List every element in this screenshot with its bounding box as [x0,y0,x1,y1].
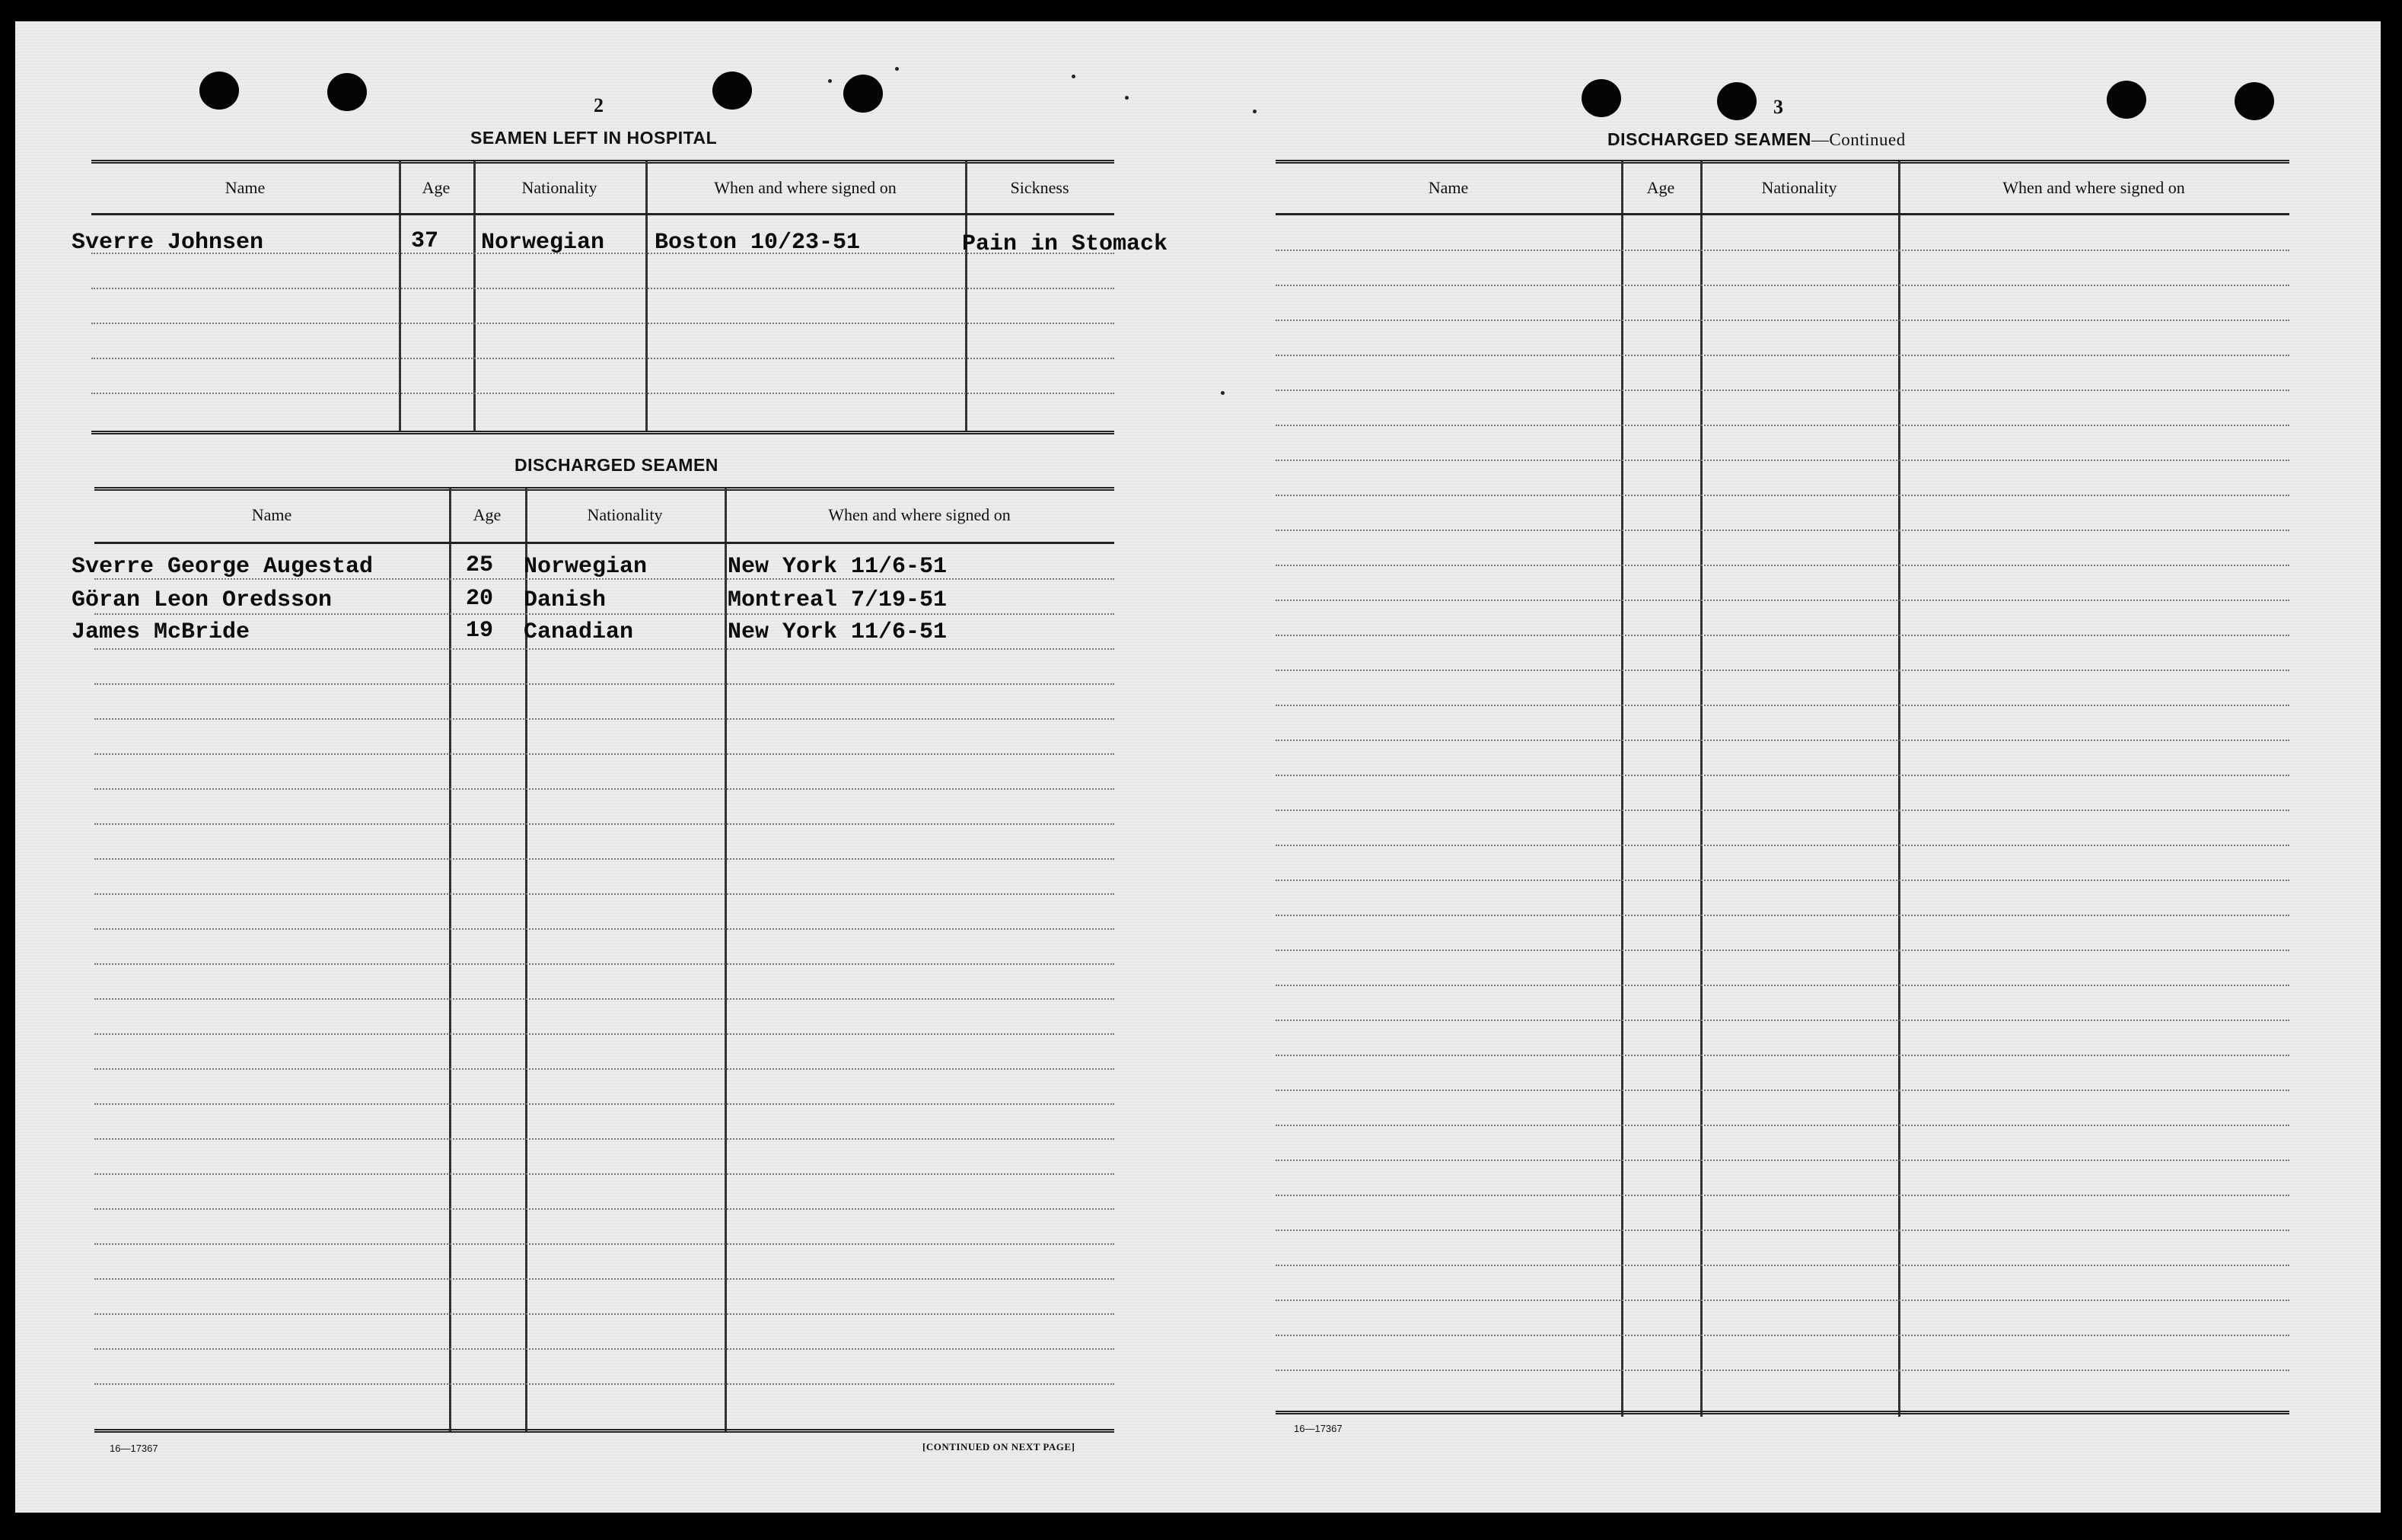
row-rule [94,753,1114,755]
discharged-col-name: Name [251,505,292,524]
binder-hole [843,75,883,113]
row-rule [94,788,1114,790]
row-rule [1276,1265,2289,1266]
page-number-right: 3 [1773,96,1783,118]
row-rule [1276,1055,2289,1056]
row-rule [94,1278,1114,1280]
col-divider [1700,161,1703,1417]
ink-speck [895,67,899,71]
hospital-section-title: SEAMEN LEFT IN HOSPITAL [470,128,718,148]
row-rule [1276,1335,2289,1336]
hospital-table-bottom-rule [91,431,1114,434]
col-divider [1898,161,1900,1417]
row-rule [1276,250,2289,251]
row-rule [1276,1300,2289,1301]
hospital-row-name: Sverre Johnsen [72,230,264,256]
row-rule [91,323,1114,324]
row-rule [94,1243,1114,1245]
row-rule [94,1173,1114,1175]
row-rule [94,683,1114,685]
row-rule [1276,425,2289,426]
binder-hole [2235,82,2274,120]
col-divider [725,488,727,1432]
row-rule [94,1068,1114,1070]
hospital-row-nationality: Norwegian [481,230,605,256]
row-rule [1276,1090,2289,1091]
right-col-nationality: Nationality [1761,178,1837,197]
row-rule [94,1348,1114,1350]
hospital-col-signed-on: When and where signed on [714,178,897,197]
col-divider [965,161,967,432]
row-rule [94,998,1114,1000]
discharged-table-top-rule [94,487,1114,491]
row-rule [1276,985,2289,986]
row-rule [1276,950,2289,951]
col-divider [399,161,401,432]
binder-hole [712,72,752,110]
right-section-title-main: DISCHARGED SEAMEN [1607,129,1811,149]
row-rule [94,893,1114,895]
hospital-col-name: Name [225,178,266,197]
row-rule [1276,460,2289,461]
right-table-top-rule [1276,160,2289,164]
row-rule [91,393,1114,394]
discharged-table-bottom-rule [94,1429,1114,1433]
hospital-table-top-rule [91,160,1114,164]
hospital-row-age: 37 [411,228,439,254]
row-rule [94,1383,1114,1385]
row-rule [1276,390,2289,391]
col-divider [1621,161,1623,1417]
row-rule [1276,915,2289,916]
right-section-title-suffix: —Continued [1811,130,1906,149]
row-rule [94,613,1114,615]
row-rule [1276,530,2289,531]
binder-hole [1582,79,1621,117]
right-col-signed-on: When and where signed on [2002,178,2185,197]
row-rule [1276,355,2289,356]
right-col-age: Age [1646,178,1675,197]
row-rule [1276,1195,2289,1196]
discharged-row-age: 19 [466,618,494,644]
continued-note: [CONTINUED ON NEXT PAGE] [922,1441,1075,1452]
row-rule [1276,845,2289,846]
row-rule [1276,1370,2289,1371]
ink-speck [1125,96,1129,100]
hospital-col-nationality: Nationality [521,178,597,197]
right-header-rule [1276,213,2289,215]
discharged-row-name: Göran Leon Oredsson [72,587,333,613]
row-rule [1276,705,2289,706]
row-rule [1276,775,2289,776]
row-rule [94,823,1114,825]
row-rule [94,1138,1114,1140]
row-rule [1276,1020,2289,1021]
row-rule [94,718,1114,720]
discharged-row-nationality: Canadian [524,619,634,645]
row-rule [1276,740,2289,741]
hospital-col-sickness: Sickness [1010,178,1069,197]
col-divider [645,161,648,432]
col-divider [473,161,476,432]
hospital-row-signed-on: Boston 10/23-51 [655,230,861,256]
binder-hole [1717,82,1757,120]
row-rule [1276,565,2289,566]
hospital-col-age: Age [422,178,451,197]
row-rule [94,928,1114,930]
ink-speck [828,79,832,83]
row-rule [94,1033,1114,1035]
row-rule [1276,600,2289,601]
form-number-right: 16—17367 [1294,1423,1343,1434]
row-rule [94,1208,1114,1210]
row-rule [91,288,1114,289]
row-rule [1276,495,2289,496]
row-rule [1276,285,2289,286]
row-rule [94,1103,1114,1105]
discharged-row-signed-on: New York 11/6-51 [728,619,948,645]
row-rule [1276,880,2289,881]
hospital-header-rule [91,213,1114,215]
row-rule [94,858,1114,860]
discharged-col-age: Age [473,505,502,524]
binder-hole [199,72,239,110]
row-rule [1276,670,2289,671]
discharged-row-nationality: Norwegian [524,554,648,580]
row-rule [1276,1125,2289,1126]
row-rule [94,648,1114,650]
binder-hole [327,73,367,111]
right-section-title [1607,129,1906,150]
row-rule [1276,1230,2289,1231]
ink-speck [1221,391,1225,395]
discharged-row-name: James McBride [72,619,250,645]
discharged-section-title: DISCHARGED SEAMEN [514,455,718,475]
row-rule [94,963,1114,965]
discharged-row-age: 25 [466,552,494,578]
ink-speck [1072,75,1075,78]
page-number-left: 2 [594,94,604,116]
right-table-bottom-rule [1276,1411,2289,1414]
row-rule [1276,635,2289,636]
discharged-row-signed-on: Montreal 7/19-51 [728,587,948,613]
paper-sheet [15,21,2381,1513]
discharged-row-name: Sverre George Augestad [72,554,374,580]
discharged-row-nationality: Danish [524,587,607,613]
right-col-name: Name [1428,178,1469,197]
discharged-col-nationality: Nationality [587,505,663,524]
discharged-row-signed-on: New York 11/6-51 [728,554,948,580]
row-rule [1276,1160,2289,1161]
discharged-row-age: 20 [466,586,494,612]
row-rule [1276,320,2289,321]
row-rule [91,358,1114,359]
discharged-col-signed-on: When and where signed on [828,505,1011,524]
col-divider [449,488,451,1432]
row-rule [1276,810,2289,811]
ink-speck [1253,110,1257,113]
form-number-left: 16—17367 [110,1443,158,1454]
hospital-row-sickness: Pain in Stomack [962,231,1168,257]
row-rule [94,1313,1114,1315]
binder-hole [2107,81,2146,119]
discharged-header-rule [94,542,1114,544]
